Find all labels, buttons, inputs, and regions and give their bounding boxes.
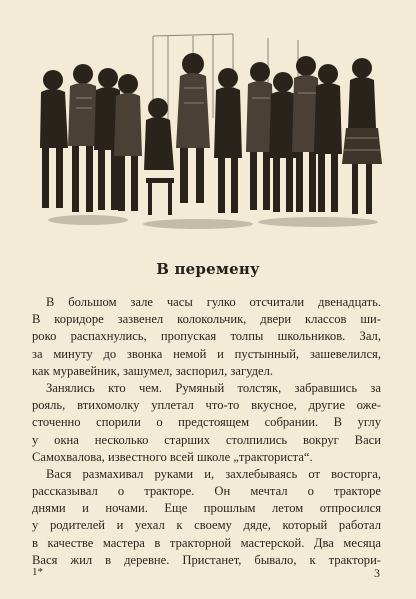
printer-signature-mark: 1*	[32, 566, 43, 578]
text-line: сточенно спорили о предстоящем собрании. В углу	[32, 415, 381, 430]
text-line: у родителей и уехал к своему дяде, который работал	[32, 518, 381, 533]
text-line: роко распахнулись, пропуская толпы школьников. Зал,	[32, 329, 381, 344]
text-line: рояль, втихомолку уплетал что-то вкусное, другие оже-	[32, 398, 381, 413]
text-line: днями и ночами. Еще прошлым летом отпросился	[32, 501, 381, 516]
page-number: 3	[374, 566, 380, 580]
text-line: как муравейник, зашумел, заспорил, загудел.	[32, 363, 274, 378]
text-line: Занялись кто чем. Румяный толстяк, забравшись за	[46, 380, 381, 395]
text-line: Вася размахивал руками и, захлебываясь от восторга,	[46, 466, 381, 481]
body-text	[32, 294, 381, 569]
text-line: В коридоре зазвенел колокольчик, двери классов ши-	[32, 312, 381, 327]
text-line: за минуту до звонка немой и пустынный, зашевелился,	[32, 346, 381, 361]
chapter-heading: В перемену	[156, 260, 260, 278]
text-line: в качестве мастера в тракторной мастерской. Два месяца	[32, 535, 381, 550]
text-line: Самохвалова, известного всей школе „тракториста“.	[32, 449, 313, 464]
text-line: В большом зале часы гулко отсчитали двенадцать.	[46, 295, 381, 309]
text-line: Вася жил в деревне. Пристанет, бывало, к трактори-	[32, 552, 381, 567]
text-line: у окна несколько старших столпились вокруг Васи	[32, 432, 381, 447]
text-line: рассказывал о тракторе. Он мечтал о тракторе	[32, 484, 381, 499]
schoolchildren-illustration	[28, 28, 392, 233]
